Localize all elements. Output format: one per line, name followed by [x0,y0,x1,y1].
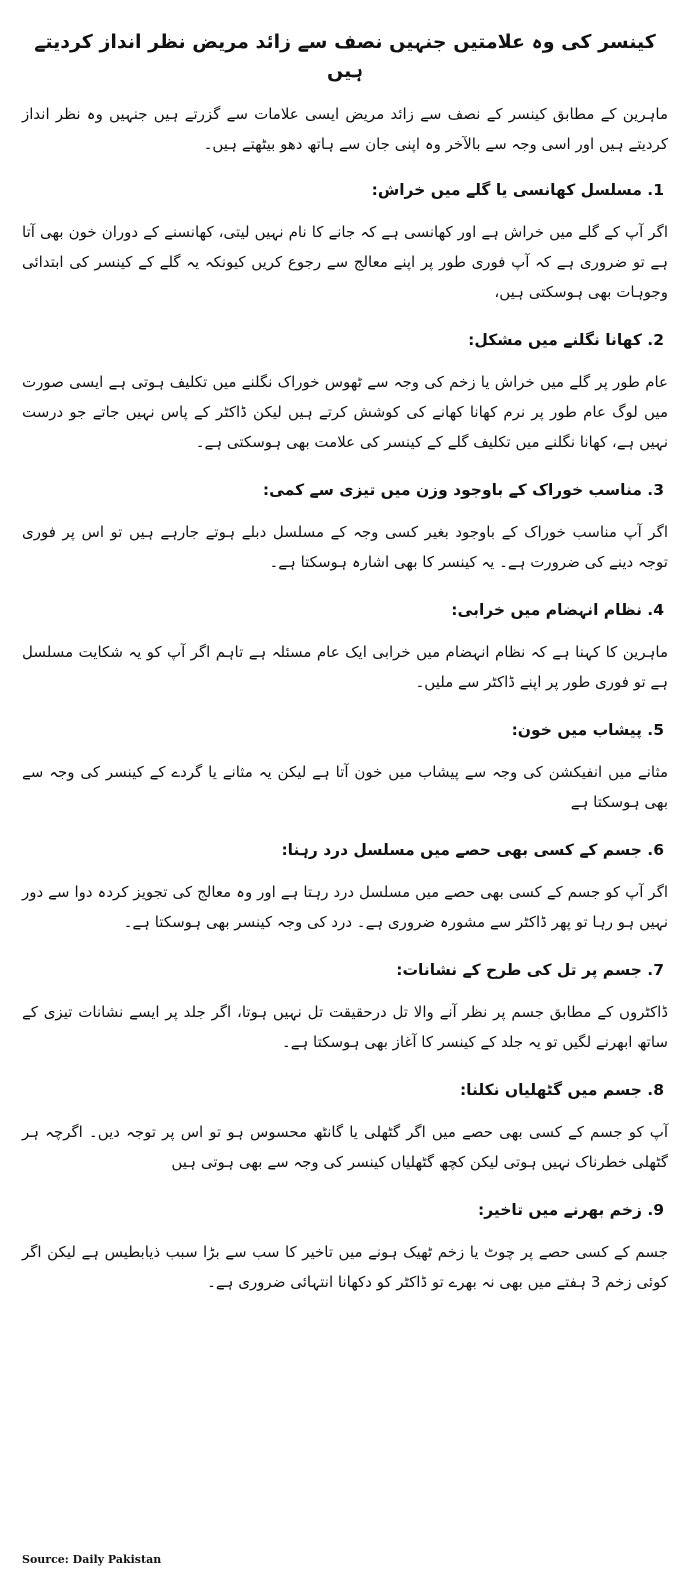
article-intro: ماہرین کے مطابق کینسر کے نصف سے زائد مریض ایسی علامات سے گزرتے ہیں جنہیں وہ نظر انداز کردیتے ہیں اور اسی وجہ سے بالآخر وہ اپنی جان سے ہاتھ دھو بیٹھتے ہیں۔ [22,105,668,153]
section-body: اگر آپ کے گلے میں خراش ہے اور کھانسی ہے کہ جانے کا نام نہیں لیتی، کھانسنے کے دوران خون بھی آتا ہے تو ضروری ہے کہ آپ فوری طور پر اپنے معالج سے رجوع کریں کیونکہ یہ گلے کے کینسر کی ابتدائی وجوہات بھی ہوسکتی ہیں، [22,223,668,301]
section-body: اگر آپ مناسب خوراک کے باوجود بغیر کسی وجہ کے مسلسل دبلے ہوتے جارہے ہیں تو اس پر فوری توجہ دینے کی ضرورت ہے۔ یہ کینسر کا بھی اشارہ ہوسکتا ہے۔ [22,523,668,571]
article-title: کینسر کی وہ علامتیں جنہیں نصف سے زائد مریض نظر انداز کردیتے ہیں [34,31,656,82]
section-heading: 2. کھانا نگلنے میں مشکل: [468,331,664,349]
section-6 [22,835,668,937]
section-heading: 5. پیشاب میں خون: [511,721,664,739]
section-body: ماہرین کا کہنا ہے کہ نظام انہضام میں خرابی ایک عام مسئلہ ہے تاہم اگر آپ کو یہ شکایت مسلسل ہے تو فوری طور پر اپنے ڈاکٹر سے ملیں۔ [22,643,668,691]
section-9 [22,1195,668,1297]
section-heading: 8. جسم میں گٹھلیاں نکلنا: [459,1081,664,1099]
section-heading: 7. جسم پر تل کی طرح کے نشانات: [396,961,664,979]
section-body: مثانے میں انفیکشن کی وجہ سے پیشاب میں خون آتا ہے لیکن یہ مثانے یا گردے کے کینسر کی وجہ سے بھی ہوسکتا ہے [22,763,668,811]
section-2 [22,325,668,457]
section-7 [22,955,668,1057]
section-body: اگر آپ کو جسم کے کسی بھی حصے میں مسلسل درد رہتا ہے اور وہ معالج کی تجویز کردہ دوا سے دور نہیں ہو رہا تو پھر ڈاکٹر سے مشورہ ضروری ہے۔ درد کی وجہ کینسر بھی ہوسکتا ہے۔ [22,883,668,931]
section-heading: 6. جسم کے کسی بھی حصے میں مسلسل درد رہنا: [281,841,664,859]
section-body: عام طور پر گلے میں خراش یا زخم کی وجہ سے ٹھوس خوراک نگلنے میں تکلیف ہوتی ہے ایسی صورت میں لوگ عام طور پر نرم کھانا کھانے کی کوشش کرتے ہیں لیکن ڈاکٹر کے پاس نہیں جاتے جو درست نہیں ہے، کھانا نگلنے میں تکلیف گلے کے کینسر کی علامت بھی ہوسکتی ہے۔ [22,373,668,451]
section-body: جسم کے کسی حصے پر چوٹ یا زخم ٹھیک ہونے میں تاخیر کا سب سے بڑا سبب ذیابطیس ہے لیکن اگر کوئی زخم 3 ہفتے میں بھی نہ بھرے تو ڈاکٹر کو دکھانا انتہائی ضروری ہے۔ [22,1243,668,1291]
section-heading: 4. نظام انہضام میں خرابی: [451,601,664,619]
section-1 [22,175,668,307]
section-heading: 9. زخم بھرنے میں تاخیر: [478,1201,664,1219]
section-4 [22,595,668,697]
section-body: ڈاکٹروں کے مطابق جسم پر نظر آنے والا تل درحقیقت تل نہیں ہوتا، اگر جلد پر ایسے نشانات تیزی کے ساتھ ابھرنے لگیں تو یہ جلد کے کینسر کا آغاز بھی ہوسکتا ہے۔ [22,1003,668,1051]
section-body: آپ کو جسم کے کسی بھی حصے میں اگر گٹھلی یا گانٹھ محسوس ہو تو اس پر توجہ دیں۔ اگرچہ ہر گٹھلی خطرناک نہیں ہوتی لیکن کچھ گٹھلیاں کینسر کی وجہ سے بھی ہوتی ہیں [22,1123,668,1171]
section-8 [22,1075,668,1177]
section-heading: 3. مناسب خوراک کے باوجود وزن میں تیزی سے کمی: [262,481,664,499]
section-heading: 1. مسلسل کھانسی یا گلے میں خراش: [371,181,664,199]
source-credit: Source: Daily Pakistan [22,1553,162,1566]
section-5 [22,715,668,817]
section-3 [22,475,668,577]
